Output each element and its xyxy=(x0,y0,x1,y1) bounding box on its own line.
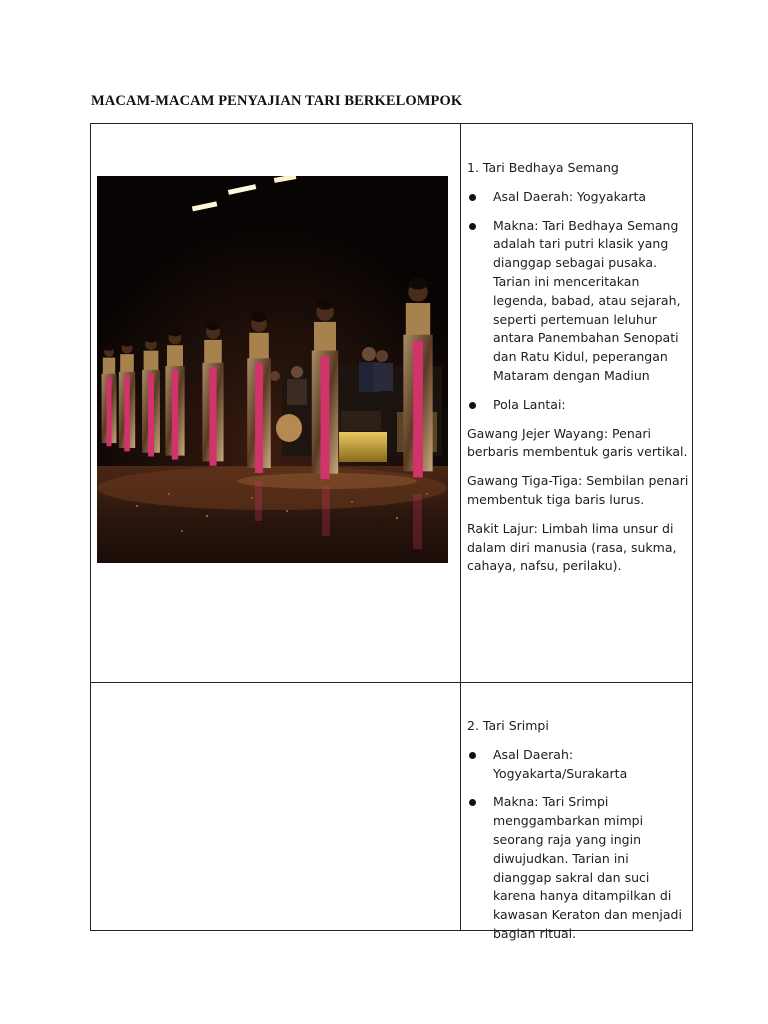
section-heading: 2. Tari Srimpi xyxy=(467,718,549,733)
list-item xyxy=(467,396,689,415)
table-row-srimpi xyxy=(91,683,692,941)
floor-pattern-paragraph: Gawang Jejer Wayang: Penari berbaris membentuk garis vertikal. xyxy=(467,425,688,460)
section-bedhaya-text xyxy=(467,159,689,586)
list-item xyxy=(467,217,689,386)
bullet-icon xyxy=(469,223,476,230)
section-heading: 1. Tari Bedhaya Semang xyxy=(467,160,619,175)
list-item xyxy=(467,793,689,943)
content-table xyxy=(90,123,693,941)
list-item-text: Pola Lantai: xyxy=(493,396,566,412)
list-item-text: Asal Daerah: Yogyakarta/Surakarta xyxy=(493,746,628,781)
page-title: MACAM-MACAM PENYAJIAN TARI BERKELOMPOK xyxy=(91,93,463,109)
floor-pattern-paragraph: Gawang Tiga-Tiga: Sembilan penari membentuk tiga baris lurus. xyxy=(467,473,689,507)
bullet-icon xyxy=(469,799,476,806)
list-item-text: Makna: Tari Srimpi menggambarkan mimpi seorang raja yang ingin diwujudkan. Tarian ini dianggap sakral dan suci karena hanya ditampilkan di kawasan Keraton dan menjadi bagian ritual. xyxy=(493,794,682,941)
list-item-text: Makna: Tari Bedhaya Semang adalah tari putri klasik yang dianggap sebagai pusaka. Tarian ini menceritakan legenda, babad, atau sejarah, seperti pertemuan leluhur antara Panembahan Senopati dan Ratu Kidul, peperangan Mataram dengan Madiun xyxy=(493,217,681,383)
bullet-icon xyxy=(469,752,476,759)
list-item xyxy=(467,746,689,784)
table-row-bedhaya xyxy=(91,124,692,683)
floor-pattern-paragraph: Rakit Lajur: Limbah lima unsur di dalam diri manusia (rasa, sukma, cahaya, nafsu, perilaku). xyxy=(467,520,677,574)
list-item xyxy=(467,188,689,207)
bedhaya-dance-photo xyxy=(97,176,448,563)
bullet-icon xyxy=(469,194,476,201)
section-srimpi-text xyxy=(467,717,689,954)
list-item-text: Asal Daerah: Yogyakarta xyxy=(493,188,647,204)
bullet-icon xyxy=(469,402,476,409)
